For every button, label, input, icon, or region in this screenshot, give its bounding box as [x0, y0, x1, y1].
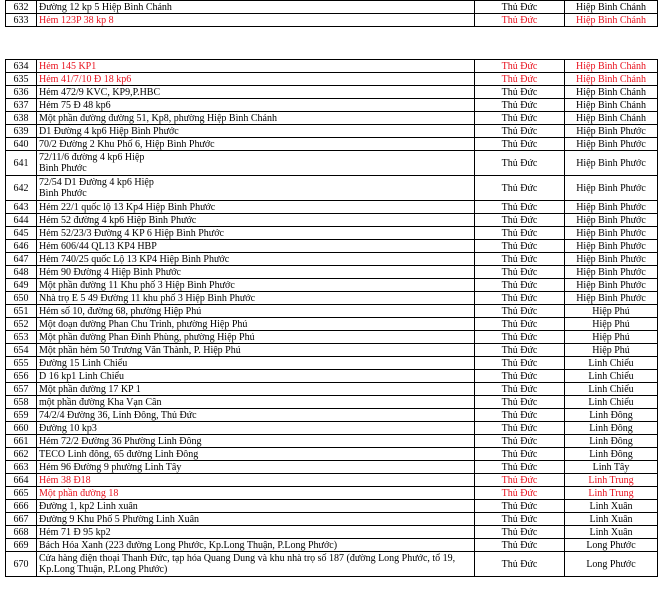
district-cell: Thủ Đức [475, 422, 565, 435]
row-number-cell: 650 [6, 292, 37, 305]
address-cell: Một phần đường 11 Khu phố 3 Hiệp Bình Phước [37, 279, 475, 292]
address-cell: Hẻm 75 Đ 48 kp6 [37, 99, 475, 112]
address-cell: Hẻm 38 Đ18 [37, 474, 475, 487]
row-number-cell: 670 [6, 552, 37, 577]
ward-cell: Linh Xuân [565, 526, 658, 539]
table-row [6, 292, 658, 305]
ward-cell: Linh Đông [565, 435, 658, 448]
address-cell: Hẻm 90 Đường 4 Hiệp Bình Phước [37, 266, 475, 279]
district-cell: Thủ Đức [475, 227, 565, 240]
ward-cell: Hiệp Bình Chánh [565, 112, 658, 125]
district-cell: Thủ Đức [475, 396, 565, 409]
table-row [6, 461, 658, 474]
row-number-cell: 665 [6, 487, 37, 500]
table-row [6, 318, 658, 331]
ward-cell: Hiệp Bình Phước [565, 227, 658, 240]
table-row [6, 73, 658, 86]
address-cell: Hẻm 71 Đ 95 kp2 [37, 526, 475, 539]
address-cell: Hẻm 72/2 Đường 36 Phường Linh Đông [37, 435, 475, 448]
row-number-cell: 640 [6, 138, 37, 151]
ward-cell: Long Phước [565, 552, 658, 577]
ward-cell: Hiệp Bình Chánh [565, 73, 658, 86]
table-row [6, 487, 658, 500]
ward-cell: Hiệp Phú [565, 305, 658, 318]
row-number-cell: 642 [6, 176, 37, 201]
district-cell: Thủ Đức [475, 73, 565, 86]
row-number-cell: 638 [6, 112, 37, 125]
ward-cell: Linh Đông [565, 409, 658, 422]
address-cell: một phần đường Kha Vạn Cân [37, 396, 475, 409]
row-number-cell: 657 [6, 383, 37, 396]
district-cell: Thủ Đức [475, 500, 565, 513]
table-row [6, 99, 658, 112]
ward-cell: Hiệp Phú [565, 331, 658, 344]
table-row [6, 138, 658, 151]
table-row [6, 151, 658, 176]
ward-cell: Hiệp Bình Chánh [565, 86, 658, 99]
table-row [6, 279, 658, 292]
address-cell: D 16 kp1 Linh Chiểu [37, 370, 475, 383]
table-row [6, 253, 658, 266]
district-cell: Thủ Đức [475, 112, 565, 125]
table-row [6, 176, 658, 201]
row-number-cell: 644 [6, 214, 37, 227]
ward-cell: Hiệp Bình Chánh [565, 14, 658, 27]
ward-cell: Hiệp Bình Phước [565, 214, 658, 227]
row-number-cell: 635 [6, 73, 37, 86]
ward-cell: Hiệp Bình Phước [565, 253, 658, 266]
table-row [6, 344, 658, 357]
district-cell: Thủ Đức [475, 14, 565, 27]
district-cell: Thủ Đức [475, 344, 565, 357]
table-body [6, 1, 658, 27]
ward-cell: Hiệp Bình Phước [565, 201, 658, 214]
table-row [6, 500, 658, 513]
ward-cell: Linh Trung [565, 474, 658, 487]
row-number-cell: 651 [6, 305, 37, 318]
address-cell: Đường 1, kp2 Linh xuân [37, 500, 475, 513]
table-row [6, 396, 658, 409]
table-row [6, 435, 658, 448]
address-cell: Hẻm 52 đường 4 kp6 Hiệp Bình Phước [37, 214, 475, 227]
address-cell: Một phần đường Phan Đình Phùng, phường Hiệp Phú [37, 331, 475, 344]
district-cell: Thủ Đức [475, 305, 565, 318]
district-cell: Thủ Đức [475, 240, 565, 253]
address-cell: Hẻm 606/44 QL13 KP4 HBP [37, 240, 475, 253]
table-row [6, 474, 658, 487]
address-cell: Hẻm số 10, đường 68, phường Hiệp Phú [37, 305, 475, 318]
district-cell: Thủ Đức [475, 253, 565, 266]
ward-cell: Hiệp Phú [565, 344, 658, 357]
table-row [6, 14, 658, 27]
table-row [6, 526, 658, 539]
address-cell: Đường 15 Linh Chiểu [37, 357, 475, 370]
row-number-cell: 639 [6, 125, 37, 138]
district-cell: Thủ Đức [475, 552, 565, 577]
row-number-cell: 666 [6, 500, 37, 513]
table-row [6, 112, 658, 125]
table-row [6, 513, 658, 526]
row-number-cell: 669 [6, 539, 37, 552]
address-cell: Một đoạn đường Phan Chu Trinh, phường Hiệp Phú [37, 318, 475, 331]
district-cell: Thủ Đức [475, 383, 565, 396]
district-cell: Thủ Đức [475, 539, 565, 552]
district-cell: Thủ Đức [475, 176, 565, 201]
address-cell: Hẻm 96 Đường 9 phường Linh Tây [37, 461, 475, 474]
district-cell: Thủ Đức [475, 409, 565, 422]
table-row [6, 60, 658, 73]
address-cell: Một phần đường 17 KP 1 [37, 383, 475, 396]
row-number-cell: 661 [6, 435, 37, 448]
ward-cell: Linh Tây [565, 461, 658, 474]
row-number-cell: 659 [6, 409, 37, 422]
row-number-cell: 637 [6, 99, 37, 112]
district-cell: Thủ Đức [475, 370, 565, 383]
ward-cell: Linh Đông [565, 422, 658, 435]
table-row [6, 448, 658, 461]
table-row [6, 357, 658, 370]
row-number-cell: 641 [6, 151, 37, 176]
address-cell: Đường 12 kp 5 Hiệp Bình Chánh [37, 1, 475, 14]
row-number-cell: 658 [6, 396, 37, 409]
table-row [6, 552, 658, 577]
row-number-cell: 633 [6, 14, 37, 27]
table-row [6, 539, 658, 552]
address-cell: 72/11/6 đường 4 kp6 Hiệp Bình Phước [37, 151, 475, 176]
table-row [6, 1, 658, 14]
district-cell: Thủ Đức [475, 318, 565, 331]
row-number-cell: 652 [6, 318, 37, 331]
address-table-top [5, 0, 658, 27]
ward-cell: Hiệp Bình Phước [565, 266, 658, 279]
row-number-cell: 647 [6, 253, 37, 266]
table-row [6, 86, 658, 99]
district-cell: Thủ Đức [475, 487, 565, 500]
row-number-cell: 653 [6, 331, 37, 344]
ward-cell: Linh Xuân [565, 500, 658, 513]
row-number-cell: 660 [6, 422, 37, 435]
address-cell: TECO Linh đông, 65 đường Linh Đông [37, 448, 475, 461]
district-cell: Thủ Đức [475, 474, 565, 487]
ward-cell: Hiệp Bình Phước [565, 279, 658, 292]
row-number-cell: 632 [6, 1, 37, 14]
table-row [6, 383, 658, 396]
ward-cell: Hiệp Bình Phước [565, 240, 658, 253]
address-cell: Một phần hẻm 50 Trương Văn Thành, P. Hiệp Phú [37, 344, 475, 357]
district-cell: Thủ Đức [475, 86, 565, 99]
address-cell: Hẻm 123P 38 kp 8 [37, 14, 475, 27]
row-number-cell: 648 [6, 266, 37, 279]
row-number-cell: 656 [6, 370, 37, 383]
district-cell: Thủ Đức [475, 201, 565, 214]
ward-cell: Hiệp Bình Phước [565, 176, 658, 201]
row-number-cell: 655 [6, 357, 37, 370]
ward-cell: Hiệp Bình Phước [565, 125, 658, 138]
table-row [6, 125, 658, 138]
district-cell: Thủ Đức [475, 151, 565, 176]
ward-cell: Linh Trung [565, 487, 658, 500]
table-row [6, 331, 658, 344]
district-cell: Thủ Đức [475, 435, 565, 448]
row-number-cell: 643 [6, 201, 37, 214]
address-cell: Bách Hóa Xanh (223 đường Long Phước, Kp.Long Thuận, P.Long Phước) [37, 539, 475, 552]
district-cell: Thủ Đức [475, 526, 565, 539]
ward-cell: Hiệp Bình Chánh [565, 60, 658, 73]
address-cell: D1 Đường 4 kp6 Hiệp Bình Phước [37, 125, 475, 138]
address-cell: Hẻm 22/1 quốc lộ 13 Kp4 Hiệp Bình Phước [37, 201, 475, 214]
table-row [6, 214, 658, 227]
address-cell: Hẻm 145 KP1 [37, 60, 475, 73]
ward-cell: Linh Chiểu [565, 396, 658, 409]
district-cell: Thủ Đức [475, 292, 565, 305]
address-cell: 70/2 Đường 2 Khu Phố 6, Hiệp Bình Phước [37, 138, 475, 151]
district-cell: Thủ Đức [475, 279, 565, 292]
address-cell: Đường 10 kp3 [37, 422, 475, 435]
ward-cell: Hiệp Bình Phước [565, 292, 658, 305]
district-cell: Thủ Đức [475, 331, 565, 344]
table-body [6, 60, 658, 577]
address-cell: Đường 9 Khu Phố 5 Phường Linh Xuân [37, 513, 475, 526]
ward-cell: Hiệp Bình Chánh [565, 1, 658, 14]
row-number-cell: 667 [6, 513, 37, 526]
row-number-cell: 668 [6, 526, 37, 539]
district-cell: Thủ Đức [475, 357, 565, 370]
ward-cell: Linh Xuân [565, 513, 658, 526]
district-cell: Thủ Đức [475, 448, 565, 461]
row-number-cell: 663 [6, 461, 37, 474]
row-number-cell: 654 [6, 344, 37, 357]
row-number-cell: 649 [6, 279, 37, 292]
ward-cell: Hiệp Bình Chánh [565, 99, 658, 112]
address-cell: Hẻm 41/7/10 Đ 18 kp6 [37, 73, 475, 86]
table-row [6, 370, 658, 383]
table-row [6, 266, 658, 279]
district-cell: Thủ Đức [475, 138, 565, 151]
address-cell: Một phần đường đường 51, Kp8, phường Hiệp Bình Chánh [37, 112, 475, 125]
ward-cell: Hiệp Bình Phước [565, 138, 658, 151]
district-cell: Thủ Đức [475, 513, 565, 526]
ward-cell: Linh Chiểu [565, 383, 658, 396]
district-cell: Thủ Đức [475, 99, 565, 112]
ward-cell: Linh Đông [565, 448, 658, 461]
address-cell: Hẻm 52/23/3 Đường 4 KP 6 Hiệp Bình Phước [37, 227, 475, 240]
address-cell: Cửa hàng điện thoại Thanh Đức, tạp hóa Quang Dung và khu nhà trọ số 187 (đường Long Phước, tổ 19, Kp.Long Thuận, P.Long Phước) [37, 552, 475, 577]
row-number-cell: 636 [6, 86, 37, 99]
ward-cell: Hiệp Phú [565, 318, 658, 331]
address-cell: Nhà trọ E 5 49 Đường 11 khu phố 3 Hiệp Bình Phước [37, 292, 475, 305]
district-cell: Thủ Đức [475, 60, 565, 73]
table-row [6, 422, 658, 435]
district-cell: Thủ Đức [475, 1, 565, 14]
ward-cell: Long Phước [565, 539, 658, 552]
district-cell: Thủ Đức [475, 214, 565, 227]
row-number-cell: 645 [6, 227, 37, 240]
address-cell: Một phần đường 18 [37, 487, 475, 500]
district-cell: Thủ Đức [475, 266, 565, 279]
address-cell: Hẻm 740/25 quốc Lộ 13 KP4 Hiệp Bình Phước [37, 253, 475, 266]
table-row [6, 409, 658, 422]
table-row [6, 240, 658, 253]
row-number-cell: 662 [6, 448, 37, 461]
row-number-cell: 646 [6, 240, 37, 253]
address-cell: Hẻm 472/9 KVC, KP9,P.HBC [37, 86, 475, 99]
address-cell: 72/54 D1 Đường 4 kp6 Hiệp Bình Phước [37, 176, 475, 201]
address-cell: 74/2/4 Đường 36, Linh Đông, Thủ Đức [37, 409, 475, 422]
table-row [6, 201, 658, 214]
table-row [6, 227, 658, 240]
ward-cell: Linh Chiểu [565, 370, 658, 383]
table-row [6, 305, 658, 318]
ward-cell: Hiệp Bình Phước [565, 151, 658, 176]
ward-cell: Linh Chiểu [565, 357, 658, 370]
row-number-cell: 664 [6, 474, 37, 487]
row-number-cell: 634 [6, 60, 37, 73]
address-table-main [5, 59, 658, 577]
district-cell: Thủ Đức [475, 125, 565, 138]
district-cell: Thủ Đức [475, 461, 565, 474]
